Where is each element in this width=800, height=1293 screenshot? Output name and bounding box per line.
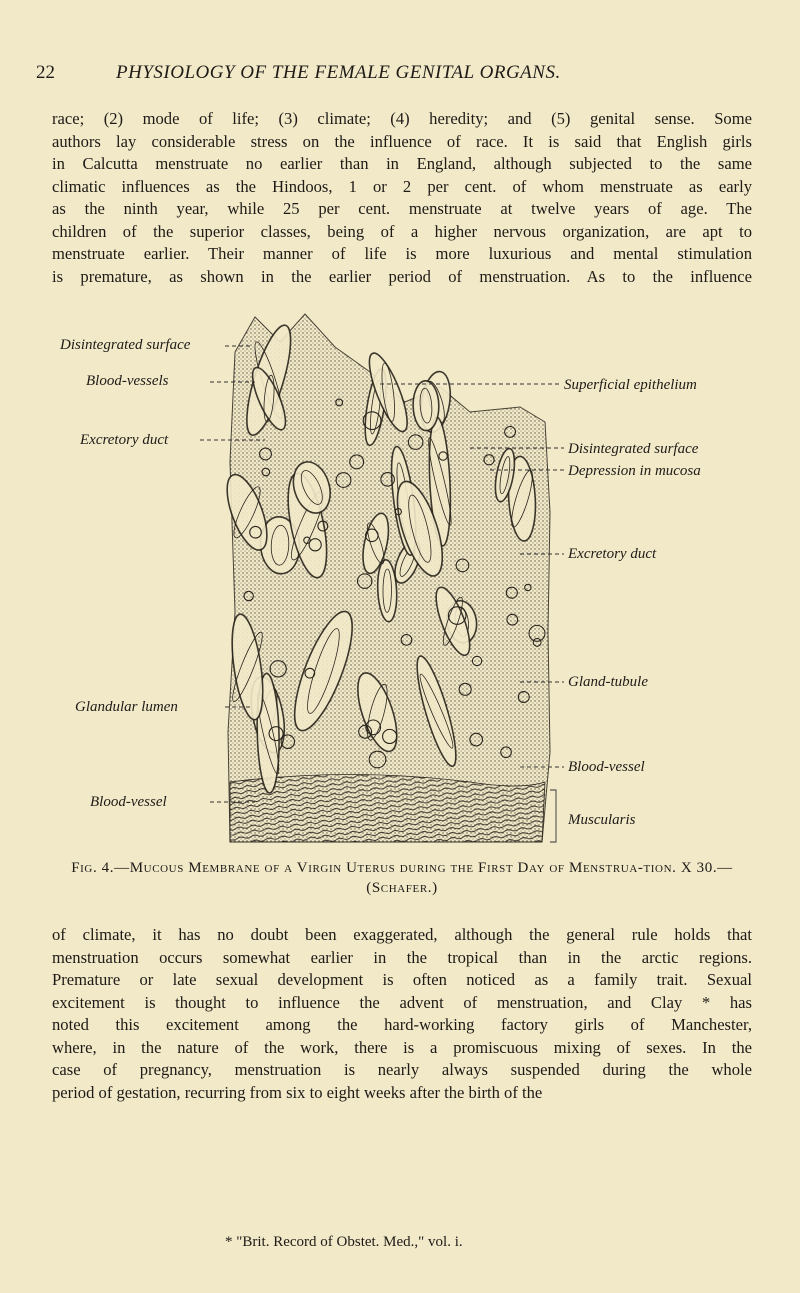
paragraph-bottom (52, 924, 752, 1104)
text-line: as the ninth year, while 25 per cent. menstruate at twelve years of age. The (52, 199, 752, 218)
text-line: period of gestation, recurring from six to eight weeks after the birth of the (52, 1082, 543, 1102)
text-line: climatic influences as the Hindoos, 1 or 2 per cent. of whom menstruate as early (52, 176, 752, 196)
label-muscularis: Muscularis (568, 812, 636, 828)
text-line: authors lay considerable stress on the influence of race. It is said that English girls (52, 131, 752, 151)
text-line: where, in the nature of the work, there is a promiscuous mixing of sexes. In the (52, 1037, 752, 1057)
text-line: menstruate earlier. Their manner of life is more luxurious and mental stimulation (52, 244, 752, 263)
label-gland-tubule: Gland-tubule (568, 674, 648, 690)
figure-mucous-membrane (50, 312, 770, 847)
label-blood-vessel-right: Blood-vessel (568, 759, 645, 775)
label-blood-vessel-left: Blood-vessel (90, 794, 167, 810)
label-superficial-epithelium: Superficial epithelium (564, 377, 697, 393)
page-number: 22 (36, 62, 55, 83)
text-line: race; (2) mode of life; (3) climate; (4) heredity; and (5) genital sense. Some (52, 109, 752, 128)
text-line: in Calcutta menstruate no earlier than in England, although subjected to the same (52, 154, 752, 173)
label-glandular-lumen: Glandular lumen (75, 699, 178, 715)
text-line: noted this excitement among the hard-working factory girls of Manchester, (52, 1015, 752, 1034)
label-excretory-duct-left: Excretory duct (80, 432, 169, 448)
text-line: is premature, as shown in the earlier period of menstruation. As to the influence (52, 266, 752, 286)
tissue-drawing (219, 314, 550, 842)
label-disintegrated-surface-right: Disintegrated surface (568, 441, 699, 457)
paragraph-top (52, 108, 752, 288)
label-depression-in-mucosa: Depression in mucosa (568, 463, 701, 479)
label-disintegrated-surface-left: Disintegrated surface (60, 337, 191, 353)
footnote: * "Brit. Record of Obstet. Med.," vol. i. (225, 1234, 463, 1250)
text-line: case of pregnancy, menstruation is nearly always suspended during the whole (52, 1060, 752, 1079)
figure-caption: Fig. 4.—Mucous Membrane of a Virgin Uterus during the First Day of Menstrua-tion. X 30.—(Schafer.) (71, 860, 733, 896)
text-line: children of the superior classes, being of a higher nervous organization, are apt to (52, 221, 752, 241)
text-line: excitement is thought to influence the advent of menstruation, and Clay * has (52, 992, 752, 1012)
label-blood-vessels-left: Blood-vessels (86, 373, 169, 389)
text-line: of climate, it has no doubt been exaggerated, although the general rule holds that (52, 925, 752, 944)
label-excretory-duct-right: Excretory duct (568, 546, 657, 562)
page-header (36, 62, 756, 92)
running-head: PHYSIOLOGY OF THE FEMALE GENITAL ORGANS. (116, 62, 561, 83)
text-line: menstruation occurs somewhat earlier in the tropical than in the arctic regions. (52, 947, 752, 967)
text-line: Premature or late sexual development is often noticed as a family trait. Sexual (52, 970, 752, 989)
